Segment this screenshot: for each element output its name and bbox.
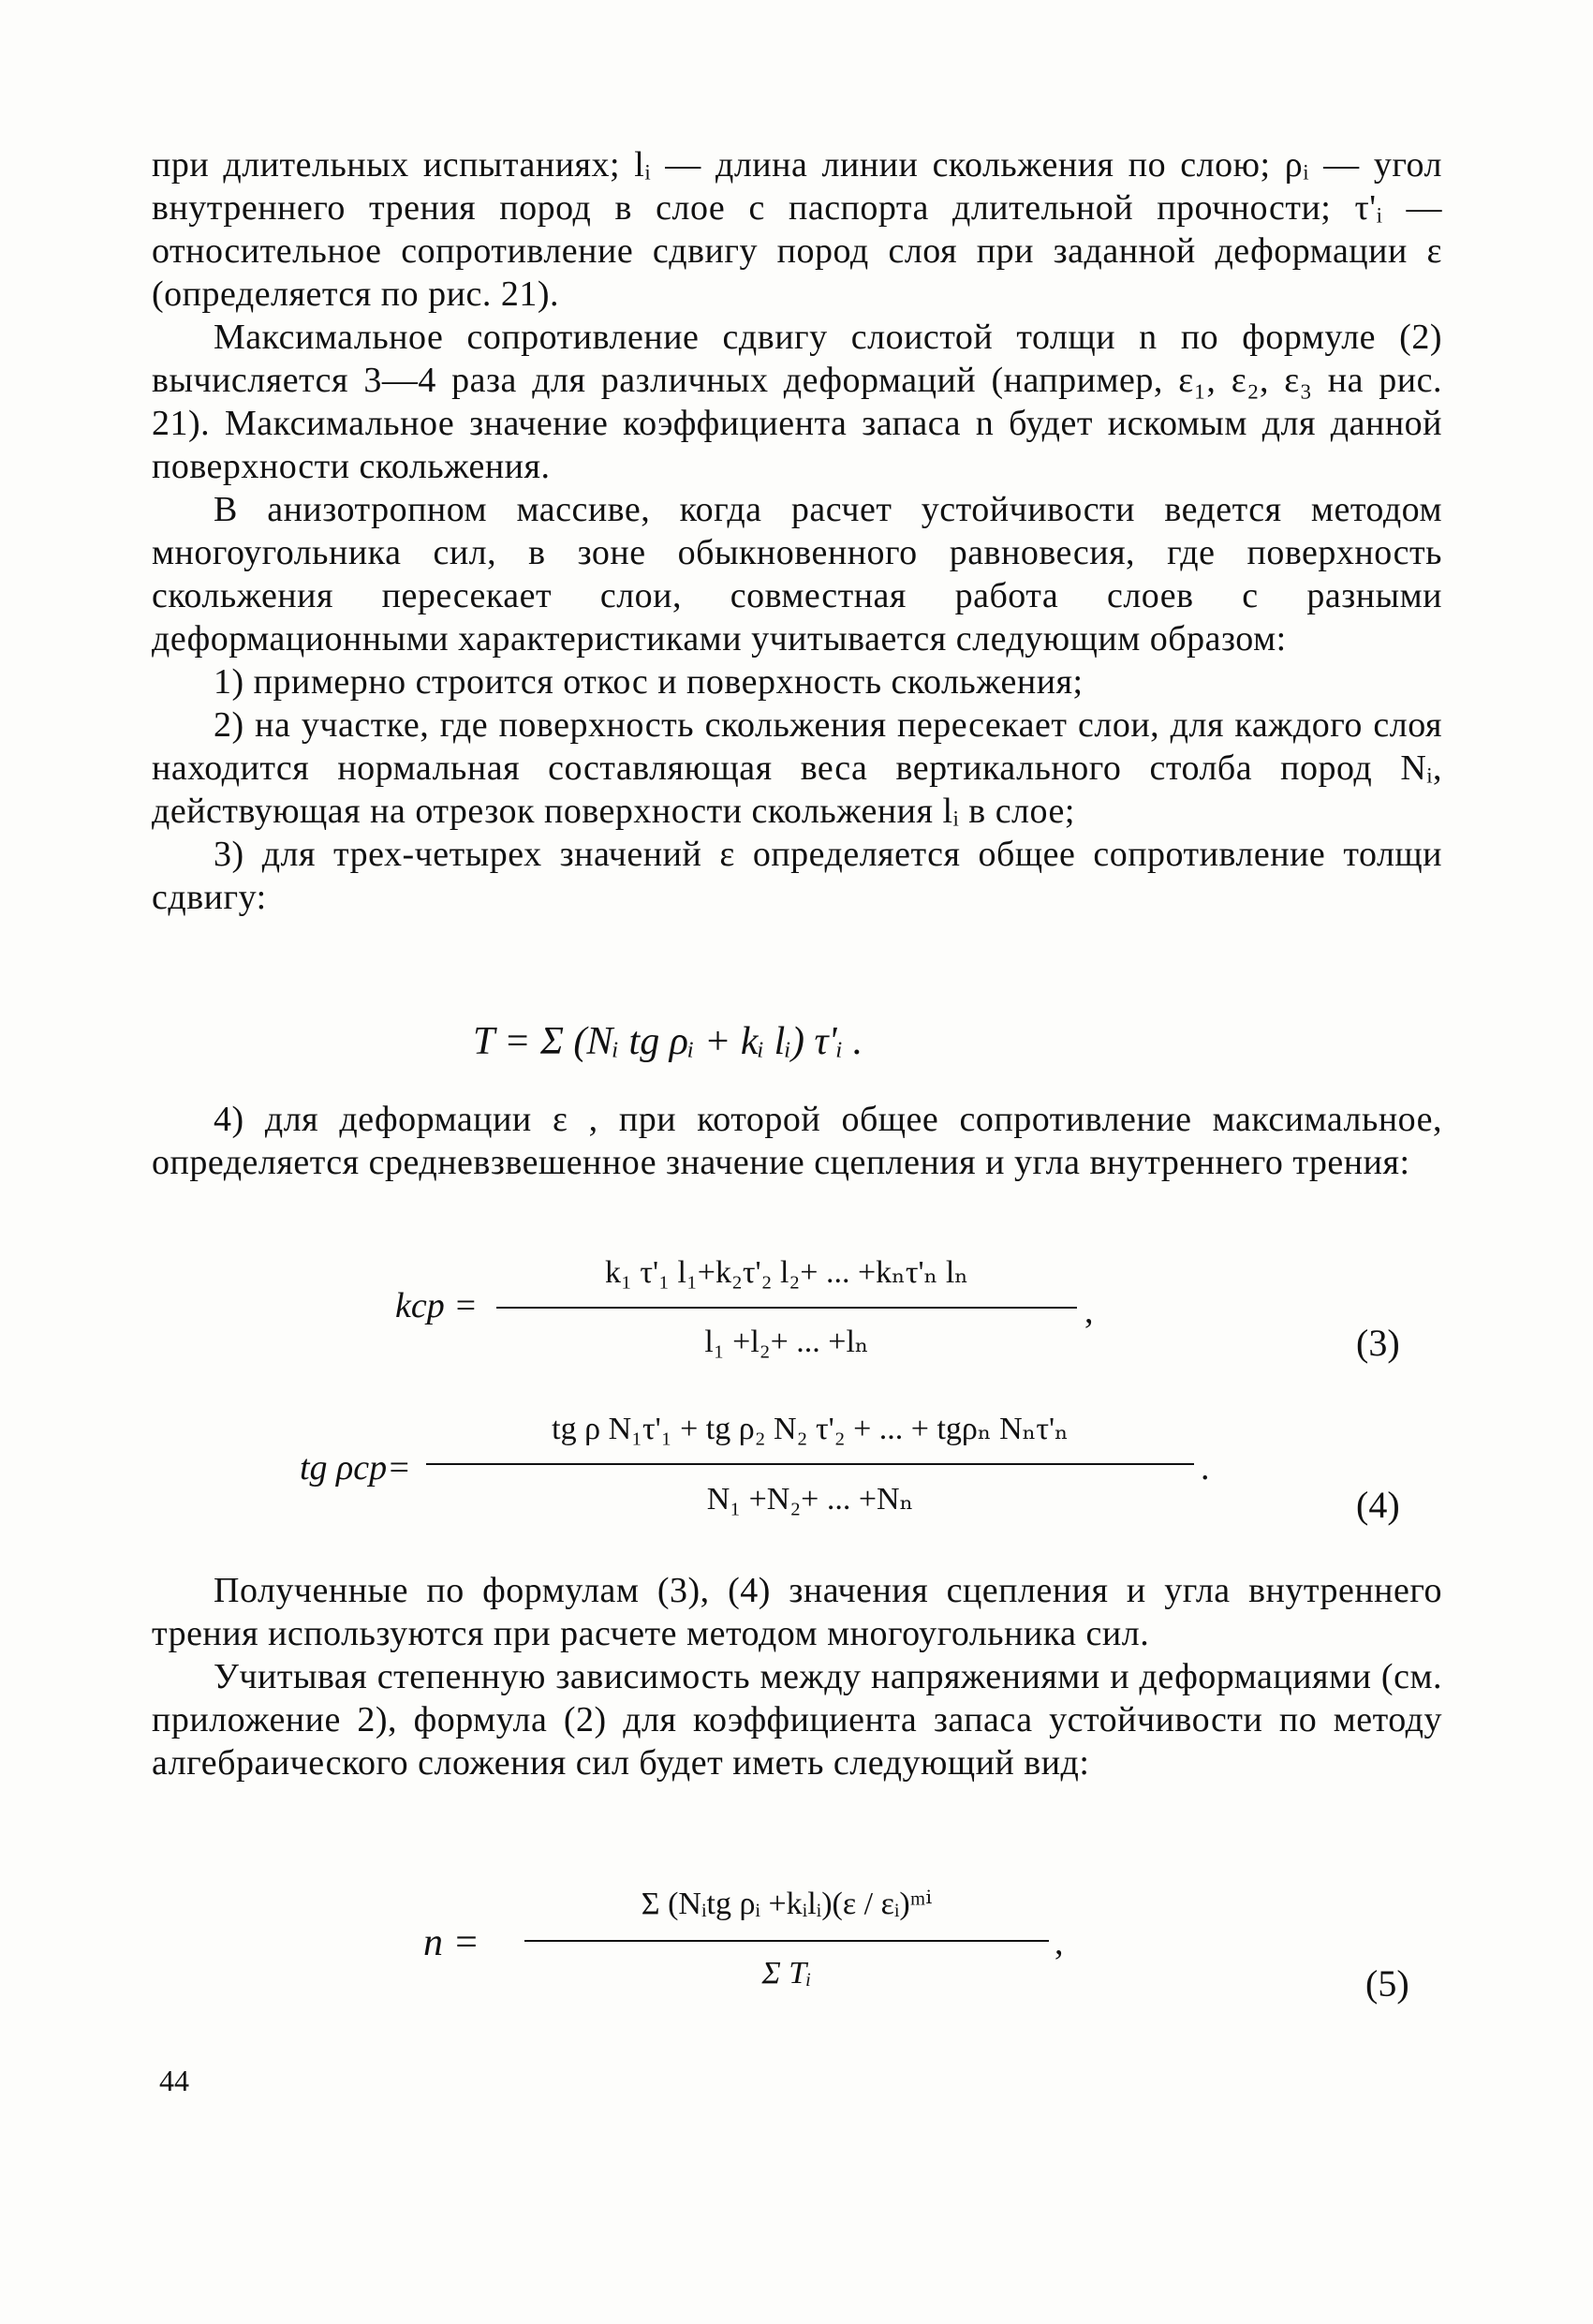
- list-item: 1) примерно строится откос и поверхность скольжения;: [214, 662, 1084, 702]
- body-text-middle: [152, 1098, 1442, 1184]
- paragraph-anisotropic: В анизотропном массиве, когда расчет устойчивости ведется методом многоугольника сил, в зоне обыкновенного равновесия, где поверхность скольжения пересекает слои, совместная работа слоев с разными деформационными характеристиками учитывается следующим образом:: [152, 490, 1442, 659]
- fraction-bar: [496, 1307, 1077, 1309]
- formula-lhs: kср =: [395, 1286, 478, 1325]
- equation-number: (5): [1365, 1962, 1409, 2005]
- formula-numerator: Σ (Nᵢtg ρᵢ +kᵢlᵢ)(ε / εᵢ)ᵐⁱ: [641, 1887, 933, 1921]
- list-item: 2) на участке, где поверхность скольжения пересекает слои, для каждого слоя находится нормальная составляющая веса вертикального столба пород Nᵢ, действующая на отрезок поверхности скольжения lᵢ в слое;: [152, 705, 1442, 831]
- formula-numerator: k₁ τ'₁ l₁+k₂τ'₂ l₂+ ... +kₙτ'ₙ lₙ: [605, 1255, 968, 1290]
- page-number: 44: [159, 2064, 189, 2097]
- formula-denominator: N₁ +N₂+ ... +Nₙ: [706, 1482, 914, 1517]
- list-item: 3) для трех-четырех значений ε определяется общее сопротивление толщи сдвигу:: [152, 835, 1442, 917]
- formula-lhs: tg ρср=: [300, 1448, 411, 1488]
- formula-punctuation: ,: [1084, 1292, 1094, 1331]
- formula-denominator: l₁ +l₂+ ... +lₙ: [704, 1325, 869, 1359]
- fraction-bar: [524, 1940, 1049, 1942]
- formula-denominator: Σ Tᵢ: [761, 1956, 812, 1991]
- paragraph-results: Полученные по формулам (3), (4) значения сцепления и угла внутреннего трения используются при расчете методом многоугольника сил.: [152, 1571, 1442, 1653]
- fraction-bar: [426, 1463, 1194, 1465]
- formula-punctuation: .: [1201, 1448, 1210, 1488]
- formula-total-resistance: T = Σ (Nᵢ tg ρᵢ + kᵢ lᵢ) τ'ᵢ .: [473, 1020, 863, 1063]
- formula-lhs: n =: [423, 1921, 479, 1964]
- body-text-lower: [152, 1569, 1442, 1784]
- equation-number: (4): [1356, 1484, 1400, 1526]
- paragraph-power-law: Учитывая степенную зависимость между напряжениями и деформациями (см. приложение 2), формула (2) для коэффициента запаса устойчивости по методу алгебраического сложения сил будет иметь следующий вид:: [152, 1657, 1442, 1783]
- body-text-top: [152, 143, 1442, 919]
- paragraph-continuation: при длительных испытаниях; lᵢ — длина линии скольжения по слою; ρᵢ — угол внутреннего трения пород в слое с паспорта длительной прочности; τ'ᵢ — относительное сопротивление сдвигу пород слоя при заданной деформации ε (определяется по рис. 21).: [152, 145, 1442, 314]
- paragraph-max-resistance: Максимальное сопротивление сдвигу слоистой толщи n по формуле (2) вычисляется 3—4 раза для различных деформаций (например, ε₁, ε₂, ε₃ на рис. 21). Максимальное значение коэффициента запаса n будет искомым для данной поверхности скольжения.: [152, 318, 1442, 486]
- formula-numerator: tg ρ N₁τ'₁ + tg ρ₂ N₂ τ'₂ + ... + tgρₙ Nₙτ'ₙ: [552, 1412, 1069, 1446]
- equation-number: (3): [1356, 1322, 1400, 1364]
- list-item: 4) для деформации ε , при которой общее сопротивление максимальное, определяется средневзвешенное значение сцепления и угла внутреннего трения:: [152, 1100, 1442, 1182]
- formula-punctuation: ,: [1055, 1923, 1064, 1962]
